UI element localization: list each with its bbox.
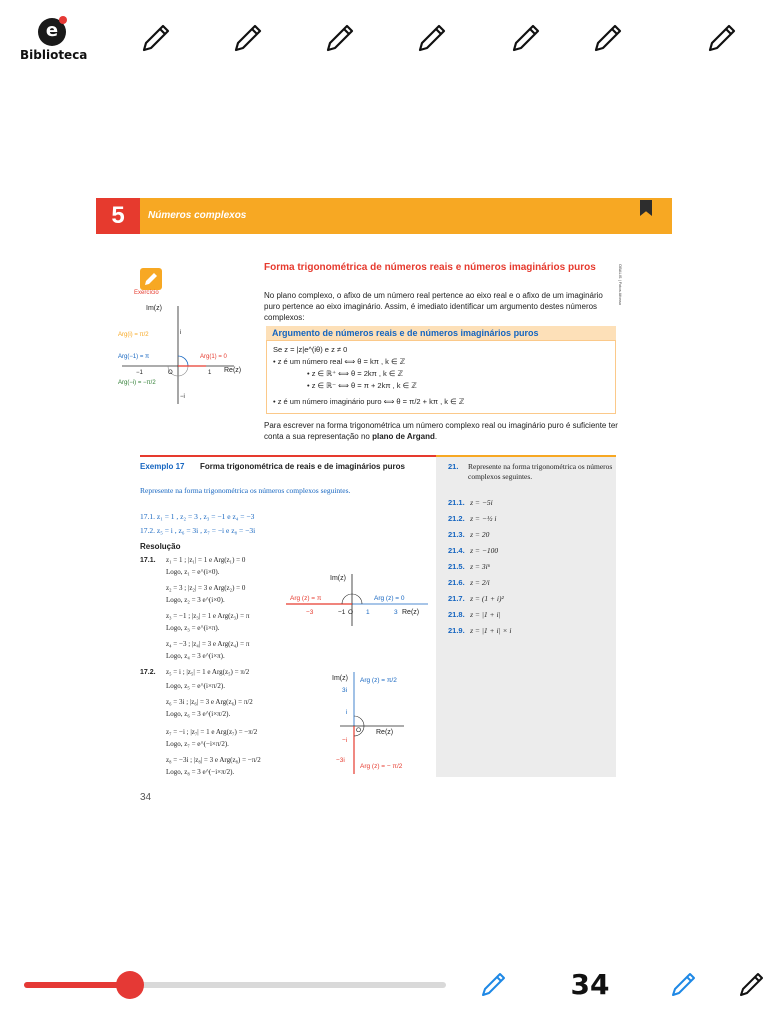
page-slider-fill (24, 982, 130, 988)
fig2-i: i (346, 709, 348, 716)
fig1-arg-0: Arg (z) = 0 (374, 595, 405, 602)
sol-line: z₁ = 1 ; |z₁| = 1 e Arg(z₁) = 0 (166, 556, 246, 564)
bookmark-icon[interactable] (640, 200, 652, 216)
side-credit: OBALIS | Fotos Afonso (618, 264, 623, 306)
diagram-re-label: Re(z) (224, 367, 242, 374)
top-toolbar (0, 0, 768, 80)
sol-line: Logo, z₅ = e^(i×π/2). (166, 682, 225, 690)
diagram-arg-mi: Arg(−i) = −π/2 (118, 380, 156, 386)
section-title: Forma trigonométrica de números reais e números imaginários puros (264, 262, 596, 273)
sol-line: Logo, z₂ = 3 e^(i×0). (166, 596, 225, 604)
sol-line: z₇ = −i ; |z₇| = 1 e Arg(z₇) = −π/2 (166, 728, 258, 736)
diagram-minus-one: −1 (136, 370, 143, 376)
sol-line: z₂ = 3 ; |z₂| = 3 e Arg(z₂) = 0 (166, 584, 246, 592)
library-logo[interactable] (20, 14, 88, 66)
argument-box (266, 340, 616, 414)
sol-line: Logo, z₁ = e^(i×0). (166, 568, 220, 576)
sol-172-label: 17.2. (140, 669, 156, 676)
divider-red (140, 455, 436, 457)
real-axis-figure (282, 570, 432, 630)
example-line-1: 17.1. z₁ = 1 , z₂ = 3 , z₃ = −1 e z₄ = −3 (140, 512, 255, 521)
sol-line: Logo, z₈ = 3 e^(−i×π/2). (166, 768, 235, 776)
pencil-icon[interactable] (138, 20, 174, 56)
exercise-item[interactable]: 21.4. z = −100 (448, 546, 499, 555)
example-title: Forma trigonométrica de reais e de imaginários puros (200, 462, 405, 471)
exercise-item[interactable]: 21.8. z = |1 + i| (448, 610, 501, 619)
fig1-m3: −3 (306, 609, 314, 616)
fig2-arg-bot: Arg (z) = − π/2 (360, 763, 403, 770)
argand-diagram (116, 300, 256, 410)
book-page (96, 190, 672, 810)
sol-line: Logo, z₄ = 3 e^(i×π). (166, 652, 225, 660)
fig2-3i: 3i (342, 687, 348, 694)
fig2-mi: −i (342, 737, 348, 744)
current-page-number: 34 (570, 968, 610, 1001)
fig1-o: O (348, 609, 354, 616)
box-line-1: Se z = |z|e^(iθ) e z ≠ 0 (273, 345, 348, 354)
box-title: Argumento de números reais e de números imaginários puros (266, 326, 616, 340)
fig1-re: Re(z) (402, 609, 420, 616)
pencil-icon[interactable] (508, 20, 544, 56)
fig1-three: 3 (394, 609, 398, 616)
chapter-number: 5 (96, 198, 140, 234)
diagram-one: 1 (208, 370, 212, 376)
chapter-title: Números complexos (148, 210, 247, 221)
sol-line: z₃ = −1 ; |z₃| = 1 e Arg(z₃) = π (166, 612, 250, 620)
fig2-re: Re(z) (376, 729, 394, 736)
exercise-item[interactable]: 21.3. z = 20 (448, 530, 490, 539)
argand-term: plano de Argand (372, 432, 435, 441)
fig2-m3i: −3i (336, 757, 345, 764)
fig1-one: 1 (366, 609, 370, 616)
diagram-minus-i: −i (180, 394, 185, 400)
pencil-icon[interactable] (590, 20, 626, 56)
chapter-header (96, 198, 672, 234)
exercise-label: Exercício (134, 290, 159, 296)
bottom-toolbar (0, 944, 768, 1024)
example-number: Exemplo 17 (140, 462, 185, 471)
sol-line: z₄ = −3 ; |z₄| = 3 e Arg(z₄) = π (166, 640, 250, 648)
sol-line: Logo, z₃ = e^(i×π). (166, 624, 220, 632)
library-label: Biblioteca (20, 48, 88, 62)
diagram-im-label: Im(z) (146, 305, 162, 312)
page-slider-thumb[interactable] (116, 971, 144, 999)
exercise-item[interactable]: 21.7. z = (1 + i)² (448, 594, 504, 603)
diagram-arg-i: Arg(i) = π/2 (118, 332, 149, 338)
exercise-item[interactable]: 21.9. z = |1 + i| × i (448, 626, 512, 635)
exercise-pencil-icon[interactable] (140, 268, 162, 290)
exercise-item[interactable]: 21.6. z = 2/i (448, 578, 490, 587)
fig1-m1: −1 (338, 609, 346, 616)
sol-line: z₆ = 3i ; |z₆| = 3 e Arg(z₆) = π/2 (166, 698, 253, 706)
exercise-item[interactable]: 21.1. z = −5i (448, 498, 493, 507)
diagram-arg-m1: Arg(−1) = π (118, 354, 150, 360)
pencil-icon[interactable] (736, 968, 768, 1000)
exercise-item[interactable]: 21.5. z = 3i⁶ (448, 562, 491, 571)
fig1-arg-pi: Arg (z) = π (290, 595, 322, 602)
box-line-2: • z é um número real ⟺ θ = kπ , k ∈ ℤ (273, 357, 406, 366)
diagram-i: i (180, 330, 182, 336)
example-line-2: 17.2. z₅ = i , z₆ = 3i , z₇ = −i e z₈ = −3i (140, 526, 256, 535)
fig2-o: O (356, 727, 362, 734)
pencil-icon[interactable] (704, 20, 740, 56)
sol-line: z₈ = −3i ; |z₈| = 3 e Arg(z₈) = −π/2 (166, 756, 261, 764)
pencil-icon[interactable] (322, 20, 358, 56)
exercise-21-header: 21. Represente na forma trigonométrica os números complexos seguintes. (448, 462, 613, 481)
box-line-5: • z é um número imaginário puro ⟺ θ = π/2 + kπ , k ∈ ℤ (273, 397, 465, 406)
box-line-3: • z ∈ ℝ⁺ ⟺ θ = 2kπ , k ∈ ℤ (307, 369, 404, 378)
pencil-icon[interactable] (230, 20, 266, 56)
pencil-blue-icon[interactable] (478, 968, 510, 1000)
pencil-icon[interactable] (414, 20, 450, 56)
diagram-origin: O (168, 370, 173, 376)
section-text: No plano complexo, o afixo de um número real pertence ao eixo real e o afixo de um imaginário puro pertence ao eixo imaginário. Assim, é imediato identificar um argumento destes números complexos: (264, 291, 603, 322)
resolution-heading: Resolução (140, 542, 181, 551)
imag-axis-figure (330, 668, 430, 778)
book-page-number: 34 (140, 792, 152, 803)
sol-line: Logo, z₆ = 3 e^(i×π/2). (166, 710, 231, 718)
exercise-item[interactable]: 21.2. z = −½ i (448, 514, 497, 523)
sol-line: z₅ = i ; |z₅| = 1 e Arg(z₅) = π/2 (166, 668, 250, 676)
fig2-im: Im(z) (332, 675, 348, 682)
fig2-arg-top: Arg (z) = π/2 (360, 677, 397, 684)
paragraph-argand: Para escrever na forma trigonométrica um número complexo real ou imaginário puro é suficiente ter conta a sua representação no plano de Argand. (264, 421, 618, 441)
example-header (140, 462, 405, 471)
sol-line: Logo, z₇ = e^(−i×π/2). (166, 740, 229, 748)
fig1-im: Im(z) (330, 575, 346, 582)
example-prompt: Represente na forma trigonométrica os números complexos seguintes. (140, 486, 351, 495)
pencil-blue-icon[interactable] (668, 968, 700, 1000)
library-logo-icon: e (38, 18, 66, 46)
sol-171-label: 17.1. (140, 557, 156, 564)
box-line-4: • z ∈ ℝ⁻ ⟺ θ = π + 2kπ , k ∈ ℤ (307, 381, 417, 390)
diagram-arg-1: Arg(1) = 0 (200, 354, 227, 360)
